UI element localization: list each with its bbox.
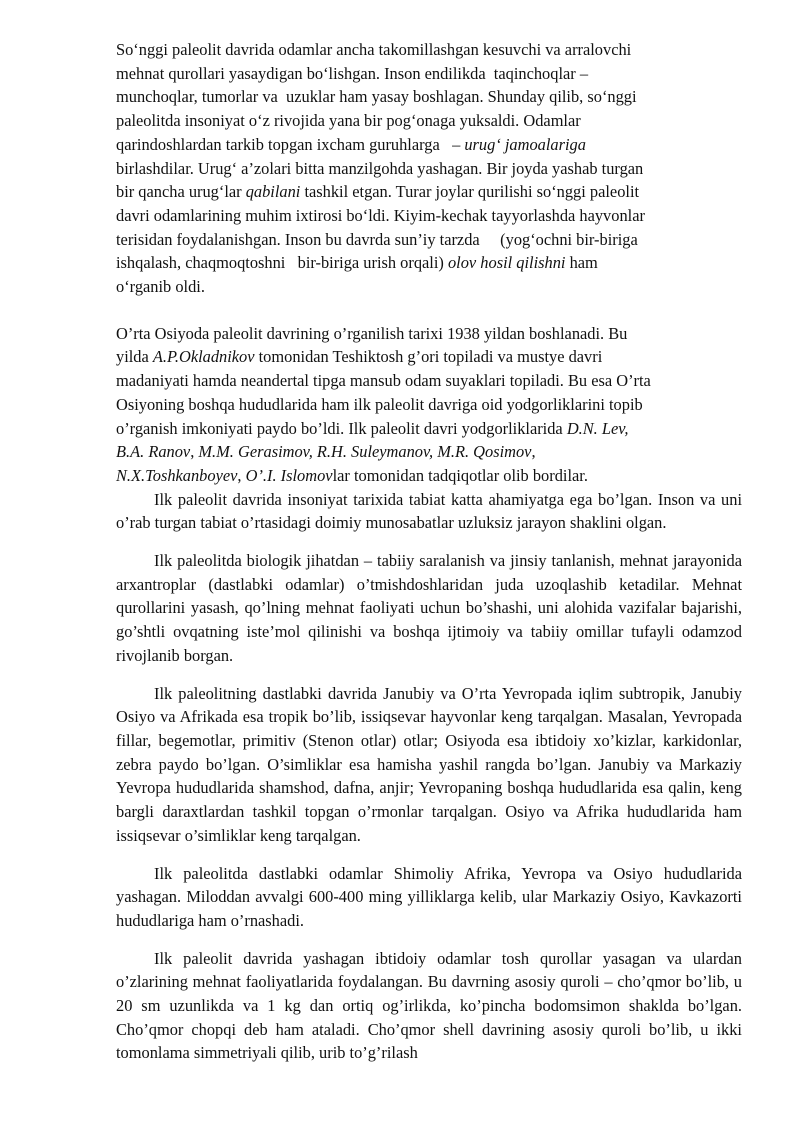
text-run: madaniyati hamda neandertal tipga mansub odam suyaklari topiladi. Bu esa O’rta bbox=[116, 371, 651, 391]
italic-term: N.X.Toshkanboyev bbox=[116, 465, 238, 485]
text-line bbox=[116, 228, 742, 252]
text-run: , bbox=[190, 442, 199, 462]
text-line bbox=[116, 275, 742, 299]
paragraph-research-history bbox=[116, 322, 742, 488]
text-run: davri odamlarining muhim ixtirosi bo‘ldi. Kiyim-kechak tayyorlashda hayvonlar bbox=[116, 205, 645, 225]
text-line bbox=[116, 133, 742, 157]
italic-term: B.A. Ranov bbox=[116, 442, 191, 462]
text-line bbox=[116, 369, 742, 393]
text-line bbox=[116, 464, 742, 488]
italic-term: urug‘ jamoalariga bbox=[464, 134, 586, 154]
text-run: So‘nggi paleolit davrida odamlar ancha takomillashgan kesuvchi va arralovchi bbox=[116, 40, 632, 59]
text-line bbox=[116, 62, 742, 86]
paragraph-biological-development: Ilk paleolitda biologik jihatdan – tabiiy saralanish va jinsiy tanlanish, mehnat jarayonida arxantroplar (dastlabki odamlar) o’tmishdoshlaridan juda uzoqlashib ketadilar. Mehnat qurollarini yasash, qo’lning mehnat faoliyati uchun bo’shashi, uni alohida vazifalar bajarishi, go’shtli ovqatning iste’mol qilinishi va boshqa ijtimoiy va tabiiy omillar tufayli odamzod rivojlanib borgan. bbox=[116, 551, 742, 665]
text-run: , bbox=[237, 465, 246, 485]
text-run: lar tomonidan tadqiqotlar olib bordilar. bbox=[332, 465, 588, 485]
italic-term: qabilani bbox=[245, 182, 301, 202]
text-run: ham bbox=[565, 253, 598, 273]
text-line bbox=[116, 180, 742, 204]
text-run: yilda bbox=[116, 347, 153, 367]
text-run: munchoqlar, tumorlar va uzuklar ham yasay boshlagan. Shunday qilib, so‘nggi bbox=[116, 87, 637, 107]
text-run: o’rganish imkoniyati paydo bo’ldi. Ilk paleolit davri yodgorliklarida bbox=[116, 418, 567, 438]
text-run: Osiyoning boshqa hududlarida ham ilk paleolit davriga oid yodgorliklarini topib bbox=[116, 394, 643, 414]
text-run: paleolitda insoniyat o‘z rivojida yana bir pog‘onaga yuksaldi. Odamlar bbox=[116, 111, 581, 131]
paragraph-stone-tools: Ilk paleolit davrida yashagan ibtidoiy odamlar tosh qurollar yasagan va ulardan o’zlarining mehnat faoliyatlarida foydalangan. Bu davrning asosiy quroli – cho’qmor bo’lib, u 20 sm uzunlikda va 1 kg dan ortiq og’irlikda, ko’pincha bodomsimon shaklda bo’lgan. Cho’qmor chopqi deb ham ataladi. Cho’qmor shell davrining asosiy quroli bo’lib, u ikki tomonlama simmetriyali qilib, urib to’g’rilash bbox=[116, 948, 742, 1063]
text-run: birlashdilar. Urug‘ a’zolari bitta manzilgohda yashagan. Bir joyda yashab turgan bbox=[116, 158, 644, 178]
text-run: terisidan foydalanishgan. Inson bu davrda sun’iy tarzda (yog‘ochni bir-biriga bbox=[116, 229, 638, 249]
text-line bbox=[116, 157, 742, 181]
text-line bbox=[116, 393, 742, 417]
text-line bbox=[116, 109, 742, 133]
text-line bbox=[116, 440, 742, 464]
italic-term: olov hosil qilishni bbox=[447, 253, 566, 273]
italic-term: O’.I. Islomov bbox=[245, 465, 333, 485]
text-run: tashkil etgan. Turar joylar qurilishi so‘nggi paleolit bbox=[300, 182, 640, 202]
text-run: tomonidan Teshiktosh g’ori topiladi va mustye davri bbox=[254, 347, 603, 367]
text-line bbox=[116, 417, 742, 441]
paragraph-gap bbox=[116, 299, 742, 322]
italic-term: D.N. Lev, bbox=[566, 418, 629, 438]
text-line bbox=[116, 38, 742, 62]
paragraph-climate-fauna: Ilk paleolitning dastlabki davrida Janubiy va O’rta Yevropada iqlim subtropik, Janubiy Osiyo va Afrikada esa tropik bo’lib, issiqsevar hayvonlar keng tarqalgan. Masalan, Yevropada fillar, begemotlar, primitiv (Stenon otlar) otlar; Osiyoda esa ibtidoiy xo’kizlar, karkidonlar, zebra paydo bo’lgan. O’simliklar esa hamisha yashil rangda bo’lgan. Janubiy va Markaziy Yevropa hududlarida shamshod, dafna, anjir; Yevropaning boshqa hududlarida esa qalin, keng bargli daraxtlardan tashkil topgan o’rmonlar tarqalgan. Osiyo va Afrika hududlarida ham issiqsevar o’simliklar keng tarqalgan. bbox=[116, 683, 742, 845]
text-run: bir qancha urug‘lar bbox=[116, 182, 246, 202]
paragraph-late-paleolithic bbox=[116, 38, 742, 299]
text-run: mehnat qurollari yasaydigan bo‘lishgan. Inson endilikda taqinchoqlar – bbox=[116, 63, 589, 83]
text-line bbox=[116, 322, 742, 346]
text-run: ishqalash, chaqmoqtoshni bir-biriga urish orqali) bbox=[116, 253, 448, 273]
paragraph-nature-role: Ilk paleolit davrida insoniyat tarixida tabiat katta ahamiyatga ega bo’lgan. Inson va uni o’rab turgan tabiat o’rtasidagi doimiy munosabatlar uzluksiz jarayon shaklini olgan. bbox=[116, 489, 742, 533]
text-run: , bbox=[531, 442, 536, 462]
text-line bbox=[116, 85, 742, 109]
italic-term: A.P.Okladnikov bbox=[152, 347, 255, 367]
text-line bbox=[116, 251, 742, 275]
paragraph-early-settlement: Ilk paleolitda dastlabki odamlar Shimoliy Afrika, Yevropa va Osiyo hududlarida yashagan. Miloddan avvalgi 600-400 ming yilliklarga kelib, ular Markaziy Osiyo, Kavkazorti hududlariga ham o’rnashadi. bbox=[116, 863, 742, 930]
text-run: O’rta Osiyoda paleolit davrining o’rganilish tarixi 1938 yildan boshlanadi. Bu bbox=[116, 323, 628, 343]
text-line bbox=[116, 204, 742, 228]
text-line bbox=[116, 345, 742, 369]
text-run: qarindoshlardan tarkib topgan ixcham guruhlarga – bbox=[116, 134, 465, 154]
document-page bbox=[116, 38, 742, 1079]
italic-term: M.M. Gerasimov, R.H. Suleymanov, M.R. Qosimov bbox=[198, 442, 532, 462]
text-run: o‘rganib oldi. bbox=[116, 277, 205, 297]
